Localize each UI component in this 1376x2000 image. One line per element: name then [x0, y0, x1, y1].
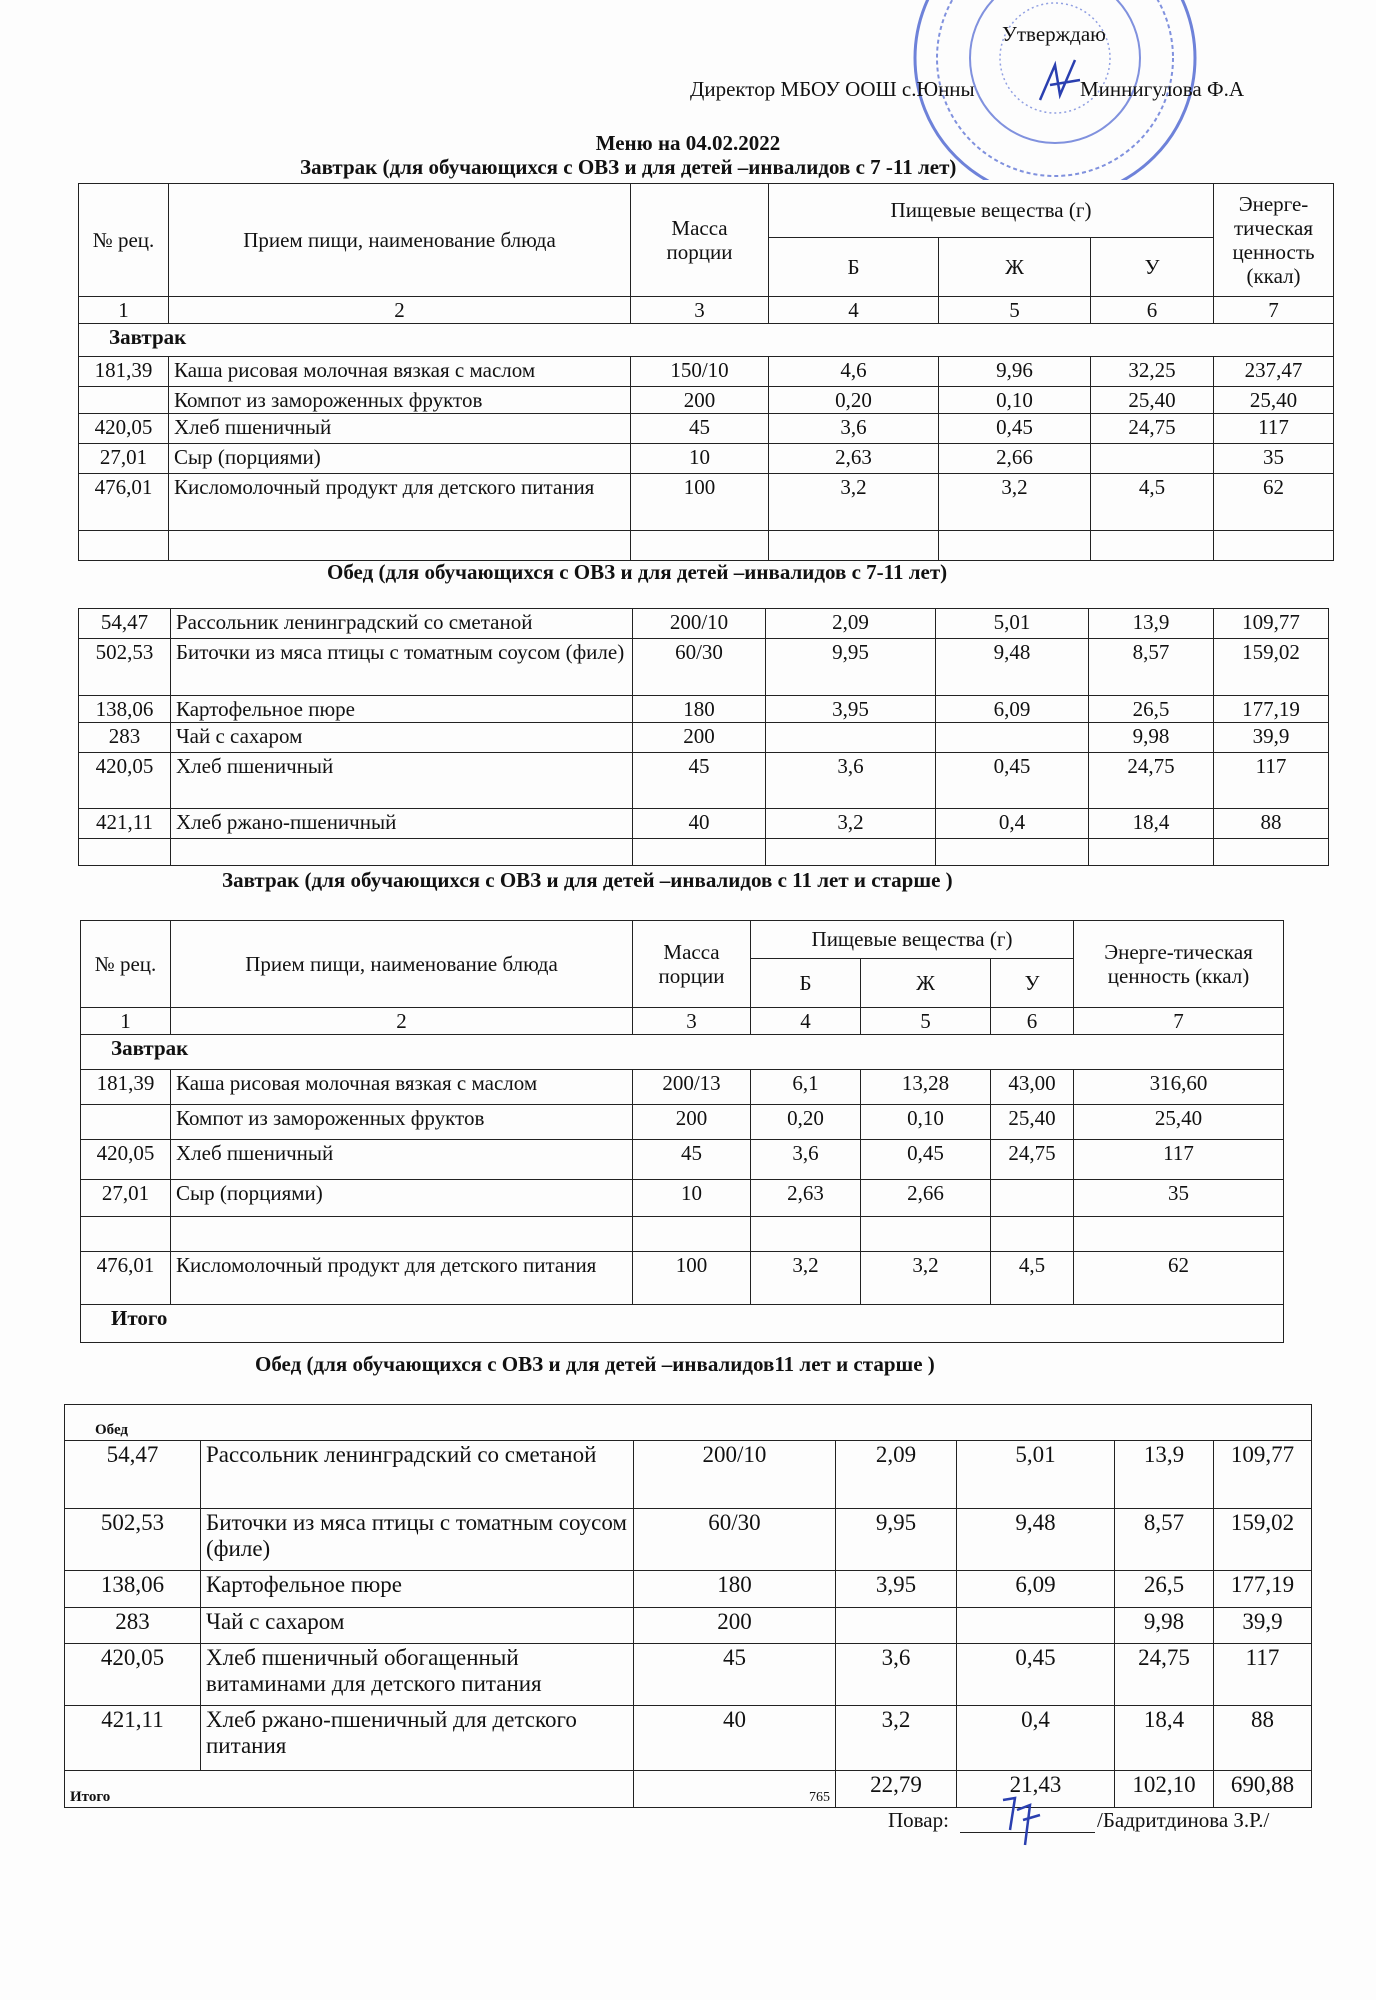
table-row [81, 1140, 1284, 1180]
dish-name: Рассольник ленинградский со сметаной [171, 609, 633, 639]
column-number: 4 [751, 1008, 861, 1035]
recipe-number: 27,01 [79, 444, 169, 474]
dish-name: Хлеб пшеничный обогащенный витаминами для детского питания [201, 1644, 634, 1706]
fat: 3,2 [861, 1252, 991, 1305]
recipe-number: 502,53 [79, 639, 171, 696]
portion-mass: 180 [634, 1571, 836, 1608]
column-number: 3 [631, 297, 769, 324]
column-header-name: Прием пищи, наименование блюда [171, 921, 633, 1008]
total-fat: 21,43 [957, 1771, 1115, 1808]
table-row [65, 1441, 1312, 1509]
breakfast-11plus-table [80, 920, 1284, 1343]
energy: 159,02 [1214, 1509, 1312, 1571]
table-row [79, 357, 1334, 387]
dish-name: Каша рисовая молочная вязкая с маслом [171, 1070, 633, 1105]
column-number: 6 [1091, 297, 1214, 324]
protein [751, 1217, 861, 1252]
table-row [79, 696, 1329, 723]
protein [769, 531, 939, 561]
column-number: 2 [169, 297, 631, 324]
table-row [81, 1180, 1284, 1217]
portion-mass: 200 [631, 387, 769, 414]
energy: 117 [1214, 414, 1334, 444]
fat: 0,45 [957, 1644, 1115, 1706]
recipe-number [79, 531, 169, 561]
energy: 316,60 [1074, 1070, 1284, 1105]
header-row [79, 184, 1334, 238]
dish-name: Кисломолочный продукт для детского питания [171, 1252, 633, 1305]
column-header-nutrients: Пищевые вещества (г) [769, 184, 1214, 238]
section-label: Завтрак [81, 1035, 1284, 1070]
table-row [79, 809, 1329, 839]
dish-name: Компот из замороженных фруктов [171, 1105, 633, 1140]
dish-name: Хлеб ржано-пшеничный [171, 809, 633, 839]
recipe-number [79, 839, 171, 866]
section-title-lunch-11plus: Обед (для обучающихся с ОВЗ и для детей –инвалидов11 лет и старше ) [255, 1352, 935, 1376]
dish-name: Хлеб пшеничный [169, 414, 631, 444]
carbs: 24,75 [991, 1140, 1074, 1180]
column-header-b: Б [769, 238, 939, 297]
section-row [81, 1035, 1284, 1070]
energy: 177,19 [1214, 1571, 1312, 1608]
recipe-number: 502,53 [65, 1509, 201, 1571]
portion-mass: 45 [634, 1644, 836, 1706]
portion-mass: 200 [633, 1105, 751, 1140]
carbs: 4,5 [991, 1252, 1074, 1305]
portion-mass: 200 [633, 723, 766, 753]
section-title-lunch-7-11: Обед (для обучающихся с ОВЗ и для детей –инвалидов с 7-11 лет) [327, 560, 948, 584]
protein: 3,6 [766, 753, 936, 809]
energy: 177,19 [1214, 696, 1329, 723]
fat [936, 723, 1089, 753]
fat [861, 1217, 991, 1252]
carbs: 9,98 [1089, 723, 1214, 753]
director-name: Миннигулова Ф.А [1080, 77, 1245, 101]
energy: 159,02 [1214, 639, 1329, 696]
column-header-u: У [991, 959, 1074, 1008]
table-row [81, 1105, 1284, 1140]
carbs: 18,4 [1089, 809, 1214, 839]
total-row [65, 1771, 1312, 1808]
column-number: 7 [1074, 1008, 1284, 1035]
protein: 3,95 [766, 696, 936, 723]
portion-mass: 45 [633, 753, 766, 809]
total-energy: 690,88 [1214, 1771, 1312, 1808]
protein: 3,2 [751, 1252, 861, 1305]
dish-name: Картофельное пюре [201, 1571, 634, 1608]
table-row [65, 1608, 1312, 1644]
table-row [81, 1252, 1284, 1305]
column-number-row [79, 297, 1334, 324]
recipe-number: 54,47 [65, 1441, 201, 1509]
recipe-number: 420,05 [81, 1140, 171, 1180]
portion-mass: 40 [634, 1706, 836, 1771]
table-row [81, 1217, 1284, 1252]
column-number-row [81, 1008, 1284, 1035]
fat: 5,01 [936, 609, 1089, 639]
protein: 3,6 [836, 1644, 957, 1706]
director-title: Директор МБОУ ООШ с.Юнны [690, 77, 975, 101]
portion-mass [631, 531, 769, 561]
column-header-u: У [1091, 238, 1214, 297]
portion-mass: 40 [633, 809, 766, 839]
table-row [79, 531, 1334, 561]
portion-mass: 10 [631, 444, 769, 474]
dish-name: Сыр (порциями) [171, 1180, 633, 1217]
portion-mass: 45 [633, 1140, 751, 1180]
protein: 2,09 [766, 609, 936, 639]
column-number: 1 [79, 297, 169, 324]
column-header-mass: Масса порции [633, 921, 751, 1008]
recipe-number [81, 1217, 171, 1252]
dish-name [171, 839, 633, 866]
carbs: 13,9 [1089, 609, 1214, 639]
fat: 13,28 [861, 1070, 991, 1105]
protein: 3,2 [836, 1706, 957, 1771]
energy: 117 [1074, 1140, 1284, 1180]
recipe-number [81, 1105, 171, 1140]
carbs: 13,9 [1115, 1441, 1214, 1509]
energy: 25,40 [1074, 1105, 1284, 1140]
protein: 3,2 [769, 474, 939, 531]
table-row [79, 839, 1329, 866]
column-header-energy: Энерге-тическая ценность (ккал) [1214, 184, 1334, 297]
column-header-b: Б [751, 959, 861, 1008]
table-row [79, 639, 1329, 696]
column-number: 5 [939, 297, 1091, 324]
energy: 25,40 [1214, 387, 1334, 414]
total-mass: 765 [634, 1771, 836, 1808]
fat: 6,09 [936, 696, 1089, 723]
column-number: 5 [861, 1008, 991, 1035]
column-number: 6 [991, 1008, 1074, 1035]
column-number: 2 [171, 1008, 633, 1035]
column-header-energy: Энерге-тическая ценность (ккал) [1074, 921, 1284, 1008]
menu-title: Меню на 04.02.2022 [595, 131, 781, 155]
protein [766, 723, 936, 753]
energy: 117 [1214, 753, 1329, 809]
fat: 0,10 [939, 387, 1091, 414]
cook-label: Повар: [888, 1808, 949, 1832]
portion-mass: 180 [633, 696, 766, 723]
column-number: 4 [769, 297, 939, 324]
column-header-num: № рец. [81, 921, 171, 1008]
dish-name: Хлеб ржано-пшеничный для детского питания [201, 1706, 634, 1771]
fat: 0,10 [861, 1105, 991, 1140]
column-header-zh: Ж [861, 959, 991, 1008]
fat: 9,48 [936, 639, 1089, 696]
column-header-num: № рец. [79, 184, 169, 297]
table-row [65, 1644, 1312, 1706]
column-number: 1 [81, 1008, 171, 1035]
dish-name: Хлеб пшеничный [171, 1140, 633, 1180]
table-row [65, 1706, 1312, 1771]
energy: 109,77 [1214, 1441, 1312, 1509]
section-row [79, 324, 1334, 357]
fat: 3,2 [939, 474, 1091, 531]
carbs [991, 1217, 1074, 1252]
column-number: 7 [1214, 297, 1334, 324]
column-number: 3 [633, 1008, 751, 1035]
recipe-number: 421,11 [79, 809, 171, 839]
energy: 62 [1214, 474, 1334, 531]
total-label: Итого [65, 1771, 634, 1808]
carbs: 25,40 [991, 1105, 1074, 1140]
dish-name: Хлеб пшеничный [171, 753, 633, 809]
portion-mass [633, 839, 766, 866]
table-row [65, 1571, 1312, 1608]
recipe-number: 420,05 [79, 414, 169, 444]
table-row [79, 753, 1329, 809]
recipe-number [79, 387, 169, 414]
section-title-breakfast-11plus: Завтрак (для обучающихся с ОВЗ и для детей –инвалидов с 11 лет и старше ) [222, 868, 953, 892]
energy: 88 [1214, 809, 1329, 839]
column-header-name: Прием пищи, наименование блюда [169, 184, 631, 297]
protein: 0,20 [769, 387, 939, 414]
protein: 9,95 [836, 1509, 957, 1571]
recipe-number: 476,01 [81, 1252, 171, 1305]
dish-name: Кисломолочный продукт для детского питания [169, 474, 631, 531]
fat [957, 1608, 1115, 1644]
carbs: 9,98 [1115, 1608, 1214, 1644]
section-row [81, 1305, 1284, 1343]
energy [1074, 1217, 1284, 1252]
lunch-11plus-table [64, 1404, 1312, 1808]
recipe-number: 476,01 [79, 474, 169, 531]
fat: 5,01 [957, 1441, 1115, 1509]
carbs: 8,57 [1089, 639, 1214, 696]
carbs: 24,75 [1089, 753, 1214, 809]
dish-name: Рассольник ленинградский со сметаной [201, 1441, 634, 1509]
column-header-zh: Ж [939, 238, 1091, 297]
carbs: 24,75 [1091, 414, 1214, 444]
fat [936, 839, 1089, 866]
dish-name: Каша рисовая молочная вязкая с маслом [169, 357, 631, 387]
fat [939, 531, 1091, 561]
portion-mass [633, 1217, 751, 1252]
energy: 109,77 [1214, 609, 1329, 639]
dish-name: Биточки из мяса птицы с томатным соусом (филе) [201, 1509, 634, 1571]
protein: 0,20 [751, 1105, 861, 1140]
approve-label: Утверждаю [1002, 22, 1106, 46]
recipe-number: 138,06 [65, 1571, 201, 1608]
table-row [79, 723, 1329, 753]
fat: 9,48 [957, 1509, 1115, 1571]
section-label: Обед [65, 1405, 1312, 1441]
cook-signature [995, 1790, 1045, 1850]
energy: 35 [1214, 444, 1334, 474]
carbs: 4,5 [1091, 474, 1214, 531]
energy: 117 [1214, 1644, 1312, 1706]
total-carbs: 102,10 [1115, 1771, 1214, 1808]
fat: 0,45 [939, 414, 1091, 444]
carbs: 8,57 [1115, 1509, 1214, 1571]
energy: 237,47 [1214, 357, 1334, 387]
protein: 4,6 [769, 357, 939, 387]
table-row [79, 474, 1334, 531]
portion-mass: 10 [633, 1180, 751, 1217]
portion-mass: 60/30 [634, 1509, 836, 1571]
dish-name: Чай с сахаром [201, 1608, 634, 1644]
dish-name: Компот из замороженных фруктов [169, 387, 631, 414]
energy: 39,9 [1214, 1608, 1312, 1644]
recipe-number: 181,39 [81, 1070, 171, 1105]
table-row [79, 609, 1329, 639]
energy: 39,9 [1214, 723, 1329, 753]
protein: 9,95 [766, 639, 936, 696]
recipe-number: 283 [65, 1608, 201, 1644]
portion-mass: 60/30 [633, 639, 766, 696]
total-protein: 22,79 [836, 1771, 957, 1808]
recipe-number: 283 [79, 723, 171, 753]
header-row [81, 921, 1284, 959]
table-row [79, 444, 1334, 474]
cook-name: /Бадритдинова З.Р./ [1097, 1808, 1270, 1832]
recipe-number: 54,47 [79, 609, 171, 639]
section-row [65, 1405, 1312, 1441]
fat: 2,66 [861, 1180, 991, 1217]
recipe-number: 27,01 [81, 1180, 171, 1217]
dish-name [171, 1217, 633, 1252]
carbs: 18,4 [1115, 1706, 1214, 1771]
fat: 0,45 [861, 1140, 991, 1180]
table-row [79, 387, 1334, 414]
recipe-number: 420,05 [65, 1644, 201, 1706]
carbs: 24,75 [1115, 1644, 1214, 1706]
section-label: Итого [81, 1305, 1284, 1343]
carbs: 26,5 [1089, 696, 1214, 723]
portion-mass: 45 [631, 414, 769, 444]
dish-name [169, 531, 631, 561]
recipe-number: 420,05 [79, 753, 171, 809]
fat: 0,4 [936, 809, 1089, 839]
carbs [991, 1180, 1074, 1217]
protein: 6,1 [751, 1070, 861, 1105]
section-title-breakfast-7-11: Завтрак (для обучающихся с ОВЗ и для детей –инвалидов с 7 -11 лет) [300, 155, 957, 179]
portion-mass: 200/10 [633, 609, 766, 639]
recipe-number: 421,11 [65, 1706, 201, 1771]
portion-mass: 200/13 [633, 1070, 751, 1105]
carbs [1089, 839, 1214, 866]
recipe-number: 181,39 [79, 357, 169, 387]
energy: 35 [1074, 1180, 1284, 1217]
dish-name: Сыр (порциями) [169, 444, 631, 474]
protein [766, 839, 936, 866]
protein: 3,6 [751, 1140, 861, 1180]
energy: 62 [1074, 1252, 1284, 1305]
portion-mass: 100 [631, 474, 769, 531]
carbs: 43,00 [991, 1070, 1074, 1105]
dish-name: Картофельное пюре [171, 696, 633, 723]
lunch-7-11-table [78, 608, 1329, 866]
protein: 3,95 [836, 1571, 957, 1608]
protein: 3,2 [766, 809, 936, 839]
recipe-number: 138,06 [79, 696, 171, 723]
protein: 2,63 [751, 1180, 861, 1217]
carbs: 25,40 [1091, 387, 1214, 414]
fat: 0,4 [957, 1706, 1115, 1771]
portion-mass: 150/10 [631, 357, 769, 387]
carbs: 32,25 [1091, 357, 1214, 387]
carbs [1091, 444, 1214, 474]
portion-mass: 100 [633, 1252, 751, 1305]
carbs: 26,5 [1115, 1571, 1214, 1608]
table-row [81, 1070, 1284, 1105]
section-label: Завтрак [79, 324, 1334, 357]
portion-mass: 200 [634, 1608, 836, 1644]
column-header-mass: Масса порции [631, 184, 769, 297]
fat: 0,45 [936, 753, 1089, 809]
breakfast-7-11-table [78, 183, 1334, 561]
fat: 9,96 [939, 357, 1091, 387]
protein: 2,09 [836, 1441, 957, 1509]
protein: 3,6 [769, 414, 939, 444]
fat: 2,66 [939, 444, 1091, 474]
protein: 2,63 [769, 444, 939, 474]
energy [1214, 839, 1329, 866]
fat: 6,09 [957, 1571, 1115, 1608]
energy: 88 [1214, 1706, 1312, 1771]
dish-name: Чай с сахаром [171, 723, 633, 753]
energy [1214, 531, 1334, 561]
protein [836, 1608, 957, 1644]
column-header-nutrients: Пищевые вещества (г) [751, 921, 1074, 959]
carbs [1091, 531, 1214, 561]
table-row [79, 414, 1334, 444]
portion-mass: 200/10 [634, 1441, 836, 1509]
table-row [65, 1509, 1312, 1571]
dish-name: Биточки из мяса птицы с томатным соусом (филе) [171, 639, 633, 696]
